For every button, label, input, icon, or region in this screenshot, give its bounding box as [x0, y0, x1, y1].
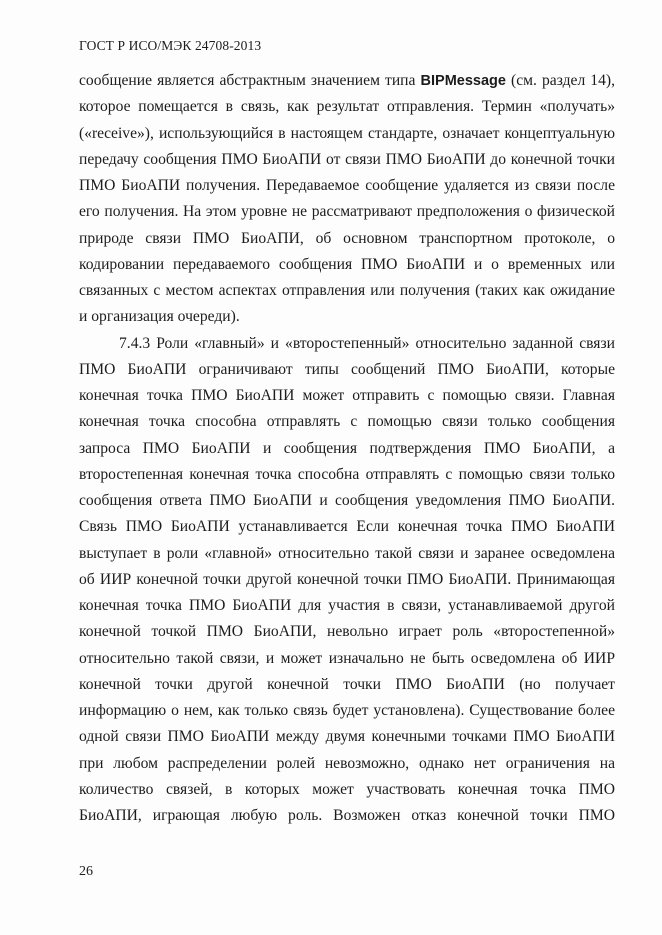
body-text	[79, 68, 615, 829]
text-line: передачу сообщения ПМО БиоАПИ от связи ПМО БиоАПИ до конечной точки	[79, 150, 615, 168]
text-line: информацию о нем, как только связь будет установлена). Существование более	[79, 702, 615, 719]
text-line: и организация очереди).	[79, 308, 240, 326]
text-line: природе связи ПМО БиоАПИ, об основном транспортном протоколе, о	[79, 229, 615, 247]
text-line: при любом распределении ролей невозможно, однако нет ограничения на	[79, 754, 615, 772]
text-line: сообщения ответа ПМО БиоАПИ и сообщения уведомления ПМО БиоАПИ.	[79, 492, 615, 509]
text-line: конечная точка способна отправлять с помощью связи только сообщения	[79, 413, 615, 431]
text-line: конечной точки другой конечной точки ПМО БиоАПИ (но получает	[79, 675, 615, 693]
text-line: количество связей, в которых может участвовать конечная точка ПМО	[79, 780, 615, 798]
text-line: связанных с местом аспектах отправления или получения (таких как ожидание	[79, 282, 615, 299]
text-line: второстепенная конечная точка способна отправлять с помощью связи только	[79, 465, 615, 483]
text-line: запроса ПМО БиоАПИ и сообщения подтверждения ПМО БиоАПИ, а	[79, 439, 615, 457]
text-line: БиоАПИ, играющая любую роль. Возможен отказ конечной точки ПМО	[79, 807, 615, 824]
text-line: об ИИР конечной точки другой конечной точки ПМО БиоАПИ. Принимающая	[79, 570, 615, 588]
text-line: выступает в роли «главной» относительно такой связи и заранее осведомлена	[79, 544, 615, 562]
text-line: кодировании передаваемого сообщения ПМО БиоАПИ и о временных или	[79, 255, 615, 273]
text-line: которое помещается в связь, как результат отправления. Термин «получать»	[79, 98, 615, 116]
section-heading-line: 7.4.3 Роли «главный» и «второстепенный» относительно заданной связи	[119, 334, 615, 352]
text-line: ПМО БиоАПИ ограничивают типы сообщений ПМО БиоАПИ, которые	[79, 360, 615, 378]
text-line: Связь ПМО БиоАПИ устанавливается Если конечная точка ПМО БиоАПИ	[79, 518, 615, 536]
text-line: конечная точка ПМО БиоАПИ может отправить с помощью связи. Главная	[79, 387, 615, 404]
page-header: ГОСТ Р ИСО/МЭК 24708-2013	[79, 38, 262, 53]
text-line: («receive»), использующийся в настоящем стандарте, означает концептуальную	[79, 124, 615, 142]
text-line: конечной точкой ПМО БиоАПИ, невольно играет роль «второстепенной»	[79, 623, 615, 641]
text-line: одной связи ПМО БиоАПИ между двумя конечными точками ПМО БиоАПИ	[79, 728, 615, 746]
text-line: сообщение является абстрактным значением типа BIPMessage (см. раздел 14),	[79, 72, 615, 89]
text-line: его получения. На этом уровне не рассматривают предположения о физической	[79, 203, 615, 221]
text-line: ПМО БиоАПИ получения. Передаваемое сообщение удаляется из связи после	[79, 177, 615, 194]
text-line: конечная точка ПМО БиоАПИ для участия в связи, устанавливаемой другой	[79, 597, 615, 614]
text-line: относительно такой связи, и может изначально не быть осведомлена об ИИР	[79, 649, 615, 667]
type-name-bipmessage: BIPMessage	[420, 73, 506, 89]
page-number: 26	[79, 864, 93, 879]
